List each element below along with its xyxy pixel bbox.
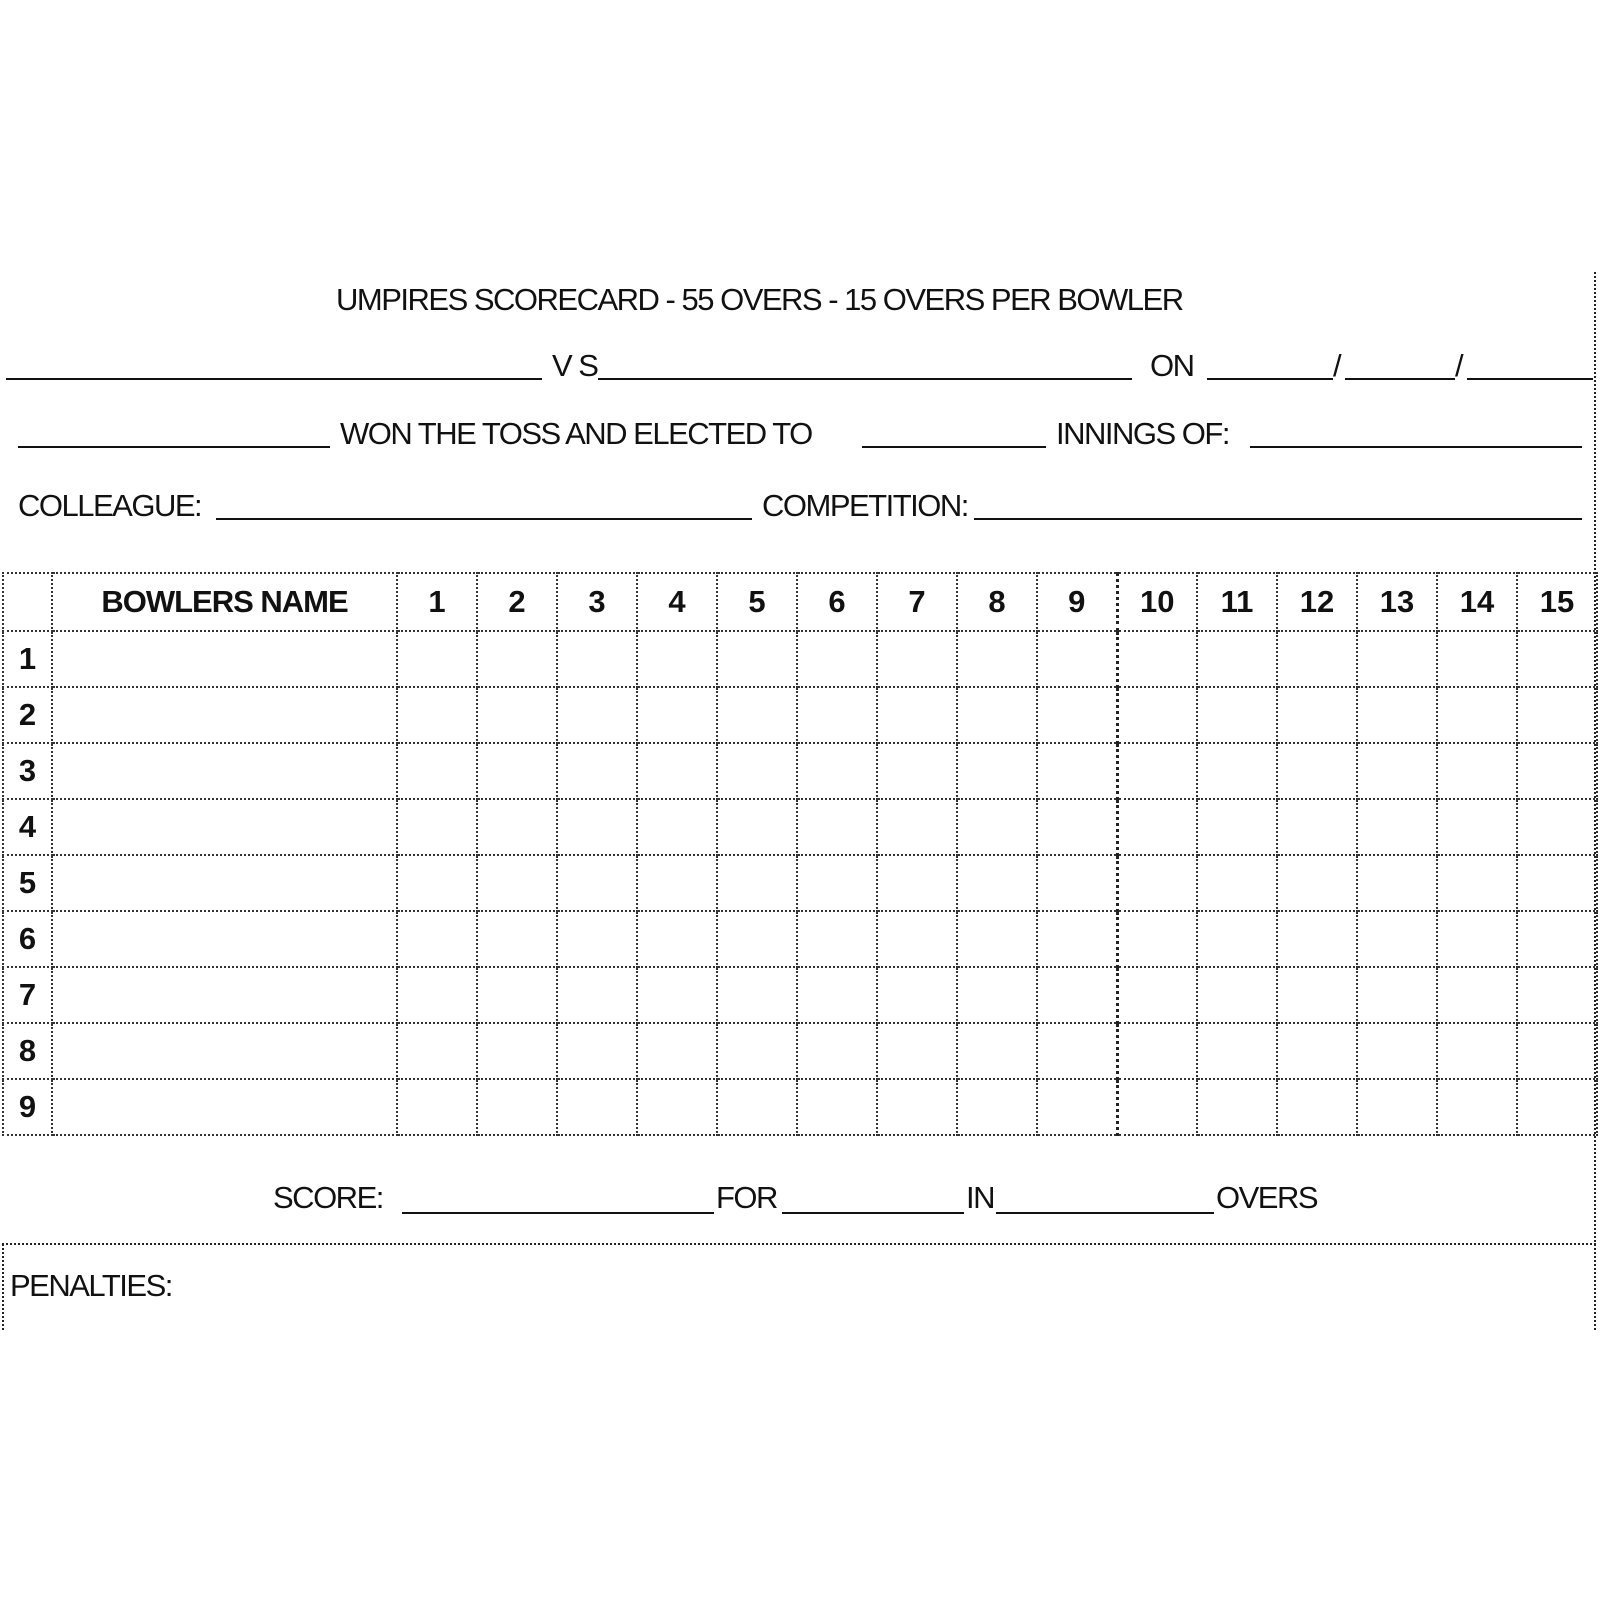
row-number: 5 [3,855,52,911]
over-cell[interactable] [1437,743,1517,799]
date-day-field[interactable] [1207,378,1333,380]
over-cell[interactable] [957,631,1037,687]
over-cell[interactable] [477,855,557,911]
over-cell[interactable] [557,1079,637,1135]
over-cell[interactable] [1277,743,1357,799]
over-cell[interactable] [797,687,877,743]
over-cell[interactable] [1517,855,1597,911]
over-cell[interactable] [637,743,717,799]
over-cell[interactable] [1037,743,1117,799]
over-cell[interactable] [397,743,477,799]
score-field[interactable] [402,1212,714,1214]
over-cell[interactable] [557,687,637,743]
bowler-row [3,799,1597,855]
over-cell[interactable] [557,743,637,799]
date-slash-2: / [1455,348,1463,383]
over-cell[interactable] [557,799,637,855]
over-cell[interactable] [717,743,797,799]
elected-to-field[interactable] [862,446,1046,448]
over-cell[interactable] [1517,743,1597,799]
on-label: ON [1150,348,1194,383]
over-cell[interactable] [1197,855,1277,911]
over-cell[interactable] [877,1023,957,1079]
over-cell[interactable] [957,743,1037,799]
bowler-row [3,1023,1597,1079]
over-cell[interactable] [1117,911,1197,967]
bowler-row [3,687,1597,743]
over-cell[interactable] [1437,911,1517,967]
bowler-row [3,743,1597,799]
over-cell[interactable] [1037,911,1117,967]
over-cell[interactable] [1357,1079,1437,1135]
over-cell[interactable] [797,855,877,911]
colleague-field[interactable] [216,518,752,520]
over-header: 1 [397,573,477,631]
over-cell[interactable] [397,1079,477,1135]
over-cell[interactable] [1197,631,1277,687]
over-cell[interactable] [1437,631,1517,687]
over-cell[interactable] [1197,799,1277,855]
over-cell[interactable] [1357,631,1437,687]
over-cell[interactable] [1037,855,1117,911]
over-cell[interactable] [1517,1079,1597,1135]
over-cell[interactable] [637,911,717,967]
over-cell[interactable] [1277,967,1357,1023]
bowler-name-cell[interactable] [52,743,397,799]
over-cell[interactable] [1437,799,1517,855]
over-cell[interactable] [1277,1023,1357,1079]
over-cell[interactable] [477,743,557,799]
over-cell[interactable] [397,911,477,967]
over-cell[interactable] [637,1023,717,1079]
vs-label: V S [552,348,598,383]
over-cell[interactable] [957,855,1037,911]
over-cell[interactable] [1437,967,1517,1023]
corner-cell [3,573,52,631]
over-cell[interactable] [1357,855,1437,911]
innings-of-label: INNINGS OF: [1056,416,1229,451]
over-cell[interactable] [1517,687,1597,743]
over-header: 9 [1037,573,1117,631]
over-cell[interactable] [477,967,557,1023]
over-cell[interactable] [397,855,477,911]
over-cell[interactable] [477,911,557,967]
innings-of-field[interactable] [1250,446,1582,448]
over-cell[interactable] [797,1023,877,1079]
over-cell[interactable] [1037,799,1117,855]
over-header: 14 [1437,573,1517,631]
over-cell[interactable] [1117,855,1197,911]
score-label: SCORE: [273,1180,383,1215]
row-number: 2 [3,687,52,743]
over-cell[interactable] [717,1023,797,1079]
over-cell[interactable] [557,911,637,967]
row-number: 7 [3,967,52,1023]
over-cell[interactable] [1277,911,1357,967]
over-cell[interactable] [1117,687,1197,743]
penalties-label: PENALTIES: [10,1268,172,1303]
in-label: IN [966,1180,994,1215]
over-cell[interactable] [477,687,557,743]
over-cell[interactable] [877,743,957,799]
over-cell[interactable] [797,1079,877,1135]
over-cell[interactable] [717,687,797,743]
over-cell[interactable] [1437,1023,1517,1079]
over-cell[interactable] [1037,1023,1117,1079]
over-cell[interactable] [1357,687,1437,743]
over-cell[interactable] [717,967,797,1023]
over-cell[interactable] [1357,799,1437,855]
team-a-field[interactable] [6,378,542,380]
over-cell[interactable] [637,1079,717,1135]
over-cell[interactable] [957,799,1037,855]
bowler-name-cell[interactable] [52,911,397,967]
over-cell[interactable] [1517,799,1597,855]
over-header: 8 [957,573,1037,631]
over-header: 15 [1517,573,1597,631]
score-section [2,1157,1596,1245]
over-cell[interactable] [797,799,877,855]
over-cell[interactable] [1197,1023,1277,1079]
date-year-field[interactable] [1467,378,1593,380]
over-cell[interactable] [797,743,877,799]
over-cell[interactable] [1357,911,1437,967]
over-header: 2 [477,573,557,631]
over-cell[interactable] [877,855,957,911]
date-month-field[interactable] [1345,378,1455,380]
over-cell[interactable] [1117,967,1197,1023]
over-cell[interactable] [397,967,477,1023]
over-cell[interactable] [1117,743,1197,799]
over-cell[interactable] [957,1023,1037,1079]
over-cell[interactable] [1117,1079,1197,1135]
over-cell[interactable] [957,967,1037,1023]
over-cell[interactable] [477,631,557,687]
over-header: 6 [797,573,877,631]
over-header: 12 [1277,573,1357,631]
bowlers-table [2,572,1598,1136]
over-cell[interactable] [1357,967,1437,1023]
over-cell[interactable] [637,687,717,743]
over-cell[interactable] [1517,911,1597,967]
bowler-name-cell[interactable] [52,687,397,743]
over-cell[interactable] [1437,687,1517,743]
over-cell[interactable] [877,911,957,967]
over-cell[interactable] [557,631,637,687]
bowler-name-cell[interactable] [52,855,397,911]
over-cell[interactable] [1037,631,1117,687]
over-cell[interactable] [1117,1023,1197,1079]
bowler-row [3,911,1597,967]
over-cell[interactable] [1037,1079,1117,1135]
bowlers-name-header: BOWLERS NAME [52,573,397,631]
competition-label: COMPETITION: [762,488,968,523]
bowler-name-cell[interactable] [52,1023,397,1079]
over-cell[interactable] [1277,855,1357,911]
over-cell[interactable] [1357,743,1437,799]
over-cell[interactable] [477,1079,557,1135]
overs-label: OVERS [1216,1180,1318,1215]
over-cell[interactable] [1197,687,1277,743]
row-number: 6 [3,911,52,967]
over-cell[interactable] [877,967,957,1023]
over-cell[interactable] [1517,967,1597,1023]
over-cell[interactable] [957,1079,1037,1135]
over-cell[interactable] [1037,687,1117,743]
over-cell[interactable] [397,799,477,855]
bowler-row [3,1079,1597,1135]
row-number: 8 [3,1023,52,1079]
bowler-name-cell[interactable] [52,631,397,687]
over-header: 5 [717,573,797,631]
over-cell[interactable] [1197,743,1277,799]
row-number: 9 [3,1079,52,1135]
over-cell[interactable] [717,855,797,911]
table-header-row [3,573,1597,631]
row-number: 1 [3,631,52,687]
over-cell[interactable] [637,799,717,855]
over-cell[interactable] [557,1023,637,1079]
over-cell[interactable] [797,911,877,967]
overs-field[interactable] [996,1212,1214,1214]
over-cell[interactable] [1037,967,1117,1023]
over-cell[interactable] [397,687,477,743]
row-number: 3 [3,743,52,799]
over-cell[interactable] [877,687,957,743]
over-cell[interactable] [637,855,717,911]
over-header: 7 [877,573,957,631]
bowler-name-cell[interactable] [52,799,397,855]
over-cell[interactable] [1197,911,1277,967]
over-cell[interactable] [557,967,637,1023]
over-header: 4 [637,573,717,631]
competition-field[interactable] [974,518,1582,520]
over-cell[interactable] [1517,1023,1597,1079]
toss-winner-field[interactable] [18,446,330,448]
over-cell[interactable] [877,799,957,855]
over-cell[interactable] [877,1079,957,1135]
over-cell[interactable] [1357,1023,1437,1079]
row-number: 4 [3,799,52,855]
scorecard-title: UMPIRES SCORECARD - 55 OVERS - 15 OVERS PER BOWLER [336,282,1183,317]
bowler-row [3,967,1597,1023]
over-cell[interactable] [877,631,957,687]
over-cell[interactable] [957,911,1037,967]
over-cell[interactable] [797,967,877,1023]
over-cell[interactable] [557,855,637,911]
date-slash-1: / [1333,348,1341,383]
over-header: 11 [1197,573,1277,631]
over-cell[interactable] [1117,799,1197,855]
over-cell[interactable] [957,687,1037,743]
over-cell[interactable] [717,1079,797,1135]
over-header: 3 [557,573,637,631]
over-header: 10 [1117,573,1197,631]
over-cell[interactable] [477,1023,557,1079]
over-cell[interactable] [1437,1079,1517,1135]
over-cell[interactable] [717,631,797,687]
bowler-row [3,855,1597,911]
over-cell[interactable] [1277,1079,1357,1135]
team-b-field[interactable] [598,378,1132,380]
over-cell[interactable] [1277,687,1357,743]
bowler-name-cell[interactable] [52,1079,397,1135]
over-cell[interactable] [637,631,717,687]
for-label: FOR [716,1180,777,1215]
over-cell[interactable] [717,799,797,855]
over-cell[interactable] [637,967,717,1023]
bowler-name-cell[interactable] [52,967,397,1023]
over-cell[interactable] [1197,967,1277,1023]
over-cell[interactable] [1197,1079,1277,1135]
colleague-label: COLLEAGUE: [18,488,202,523]
over-cell[interactable] [1117,631,1197,687]
over-header: 13 [1357,573,1437,631]
over-cell[interactable] [397,631,477,687]
over-cell[interactable] [797,631,877,687]
penalties-left-border [2,1244,4,1330]
over-cell[interactable] [1277,631,1357,687]
won-toss-label: WON THE TOSS AND ELECTED TO [340,416,812,451]
over-cell[interactable] [717,911,797,967]
wickets-field[interactable] [782,1212,964,1214]
over-cell[interactable] [477,799,557,855]
over-cell[interactable] [1437,855,1517,911]
over-cell[interactable] [397,1023,477,1079]
bowler-row [3,631,1597,687]
over-cell[interactable] [1277,799,1357,855]
over-cell[interactable] [1517,631,1597,687]
